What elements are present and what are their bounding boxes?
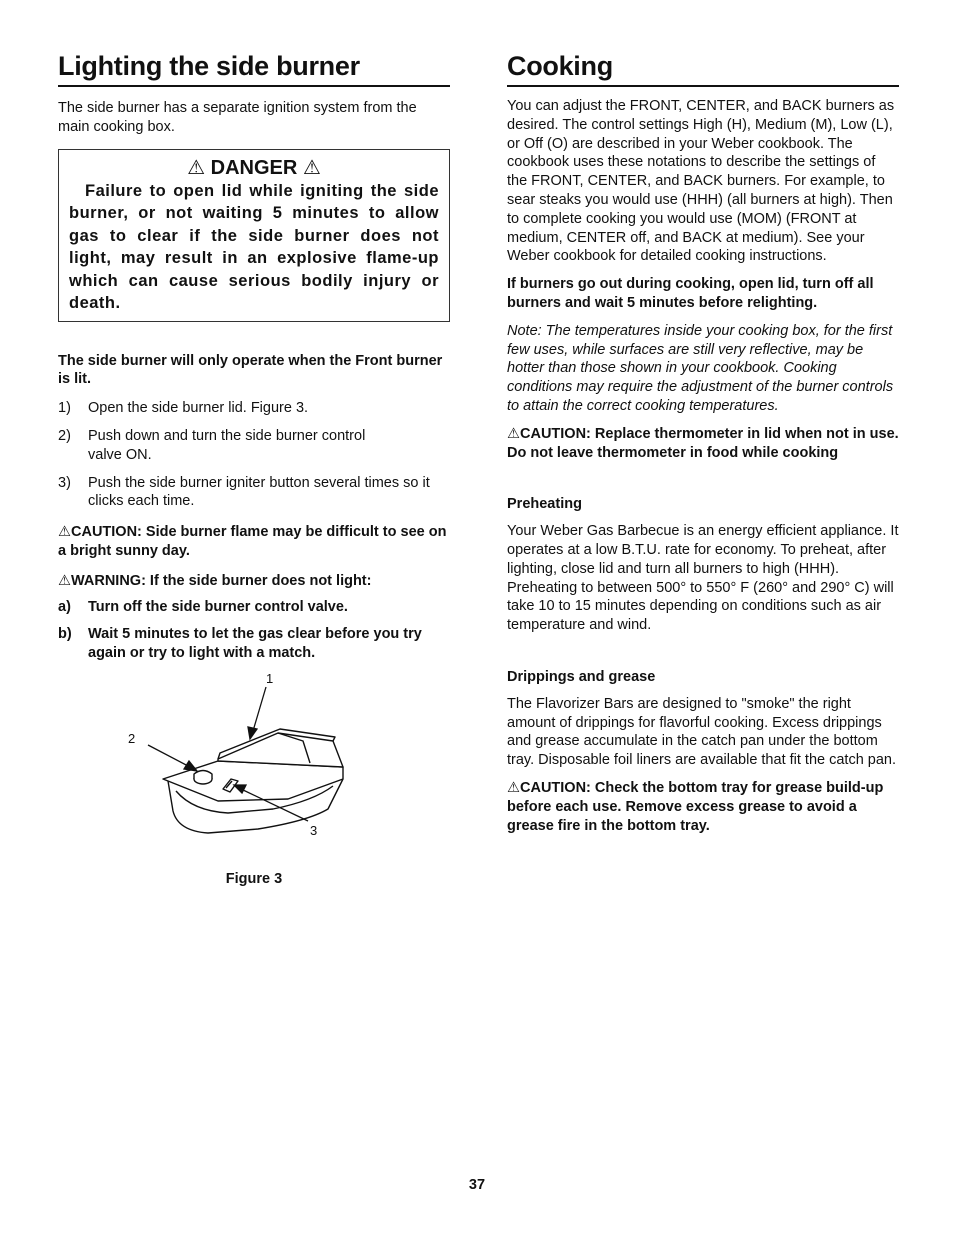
section-heading-lighting: Lighting the side burner: [58, 50, 450, 87]
step-item: [58, 427, 450, 465]
step-text: Push down and turn the side burner control valve ON.: [88, 427, 366, 463]
temperature-note: Note: The temperatures inside your cooking box, for the first few uses, while surfaces are still very reflective, may be hotter than those shown in your cookbook. Cooking conditions may require the adjustment of the burner controls to attain the correct cooking temperatures.: [507, 322, 894, 414]
step-text: Open the side burner lid. Figure 3.: [88, 400, 309, 417]
warning-not-light: ⚠WARNING: If the side burner does not light:: [58, 572, 372, 589]
section-heading-cooking: Cooking: [507, 50, 899, 87]
page-number: 37: [468, 1177, 486, 1193]
drippings-body: The Flavorizer Bars are designed to "smoke" the right amount of drippings for flavorful cooking. Excess drippings and grease accumulate in the catch pan under the bottom tray. Disposable foil liners are available that fit the catch pan.: [507, 695, 897, 769]
warning-step-letter: a): [58, 598, 71, 615]
burners-out-note: If burners go out during cooking, open lid, turn off all burners and wait 5 minutes before relighting.: [507, 276, 874, 311]
danger-body: Failure to open lid while igniting the side burner, or not waiting 5 minutes to allow gas to clear if the side burner does not light, may result in an explosive flame-up which can cause serious bodily injury or death.: [69, 181, 439, 313]
figure-label-1: 1: [266, 670, 274, 686]
figure-label-2: 2: [128, 730, 136, 746]
warning-step-letter: b): [58, 626, 72, 643]
right-column: [507, 50, 899, 835]
warning-step-text: Wait 5 minutes to let the gas clear before you try again or try to light with a match.: [88, 626, 422, 662]
drippings-heading: Drippings and grease: [507, 668, 656, 685]
figure-3: [58, 671, 450, 881]
warning-step: [58, 598, 450, 617]
front-burner-note: The side burner will only operate when the Front burner is lit.: [58, 352, 443, 388]
step-item: [58, 399, 450, 418]
caution-thermometer: ⚠CAUTION: Replace thermometer in lid when not in use. Do not leave thermometer in food while cooking: [507, 425, 899, 461]
figure-caption: Figure 3: [225, 870, 283, 887]
step-number: 1): [58, 400, 71, 417]
step-number: 2): [58, 427, 71, 444]
cooking-intro: You can adjust the FRONT, CENTER, and BACK burners as desired. The control settings High (H), Medium (M), Low (L), or Off (O) are described in your Weber cookbook. The cookbook uses these notations to describe the settings of the FRONT, CENTER, and BACK burners. For example, to sear steaks you would use (HHH) (all burners at high). Then to complete cooking you would use (MOM) (FRONT at medium, CENTER off, and BACK at medium). See your Weber cookbook for detailed cooking instructions.: [507, 98, 895, 265]
preheating-body: Your Weber Gas Barbecue is an energy efficient appliance. It operates at a low B.T.U. rate for economy. To preheat, after lighting, close lid and turn all burners to high (HHH). Preheating to between 500° to 550° F (260° and 290° C) will take 10 to 15 minutes depending on conditions such as air temperature and wind.: [507, 523, 899, 634]
figure-label-3: 3: [310, 822, 318, 838]
left-column: [58, 50, 450, 887]
danger-title: ⚠ DANGER ⚠: [187, 156, 321, 179]
step-number: 3): [58, 474, 71, 491]
intro-text: The side burner has a separate ignition system from the main cooking box.: [58, 100, 417, 135]
step-item: [58, 474, 450, 512]
preheating-heading: Preheating: [507, 496, 582, 513]
warning-step: [58, 625, 450, 663]
side-burner-illustration: [58, 671, 450, 851]
danger-box: [58, 149, 450, 322]
caution-sunny: ⚠CAUTION: Side burner flame may be difficult to see on a bright sunny day.: [58, 524, 447, 559]
step-text: Push the side burner igniter button several times so it clicks each time.: [88, 474, 430, 510]
caution-grease: ⚠CAUTION: Check the bottom tray for grease build-up before each use. Remove excess grease to avoid a grease fire in the bottom tray.: [507, 779, 884, 834]
warning-step-text: Turn off the side burner control valve.: [88, 598, 348, 615]
